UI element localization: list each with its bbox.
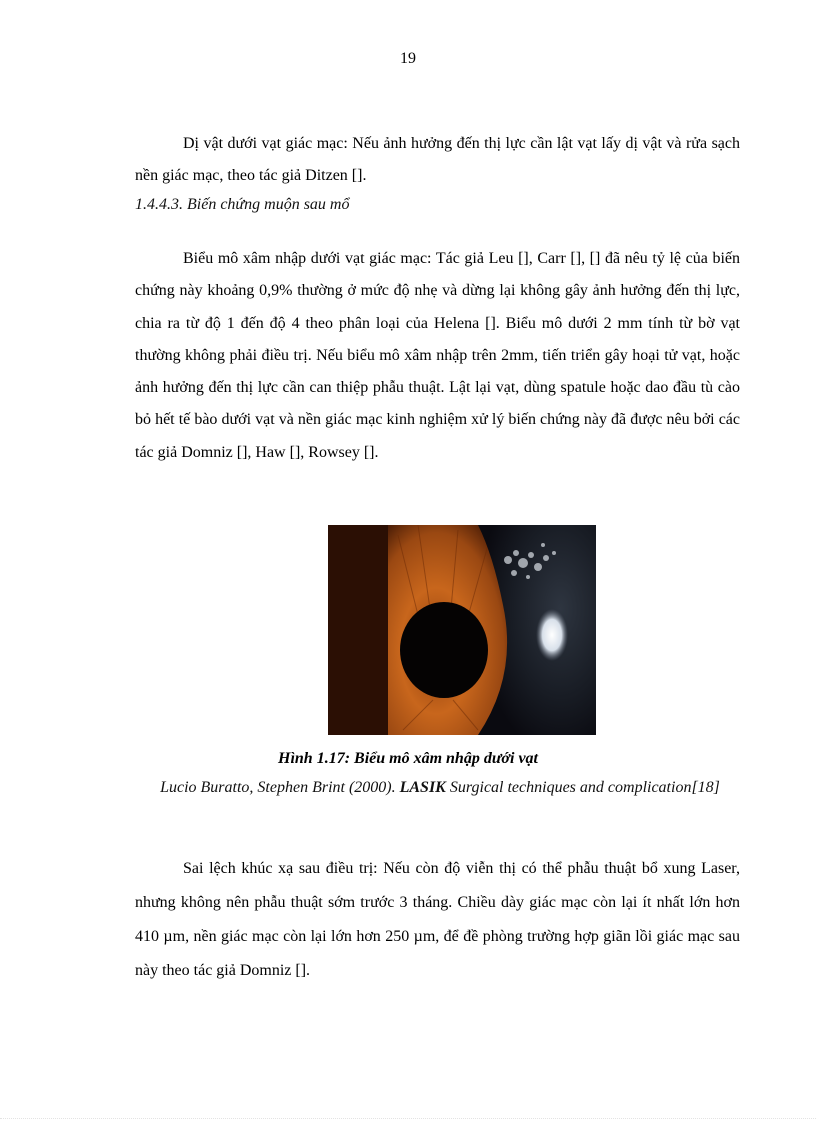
- figure-caption: Hình 1.17: Biểu mô xâm nhập dưới vạt: [278, 750, 538, 767]
- paragraph-foreign-body: Dị vật dưới vạt giác mạc: Nếu ảnh hưởng đến thị lực cần lật vạt lấy dị vật và rửa sạch nền giác mạc, theo tác giả Ditzen [].: [135, 135, 740, 184]
- page-bottom-rule: [0, 1118, 816, 1119]
- paragraph-refractive-error: Sai lệch khúc xạ sau điều trị: Nếu còn độ viễn thị có thể phẫu thuật bổ xung Laser, nhưng không nên phẫu thuật sớm trước 3 tháng. Chiều dày giác mạc còn lại ít nhất lớn hơn 410 µm, nền giác mạc còn lại lớn hơn 250 µm, để đề phòng trường hợp giãn lồi giác mạc sau này theo tác giả Domniz [].: [135, 860, 740, 979]
- figure-source-lasik: LASIK: [399, 779, 446, 796]
- section-heading: 1.4.4.3. Biến chứng muộn sau mổ: [135, 196, 350, 213]
- paragraph-epithelial-ingrowth: Biểu mô xâm nhập dưới vạt giác mạc: Tác giả Leu [], Carr [], [] đã nêu tỷ lệ của biến chứng này khoảng 0,9% thường ở mức độ nhẹ và dừng lại không gây ảnh hưởng đến thị lực, chia ra từ độ 1 đến độ 4 theo phân loại của Helena []. Biểu mô dưới 2 mm tính từ bờ vạt thường không phải điều trị. Nếu biểu mô xâm nhập trên 2mm, tiến triển gây hoại tử vạt, hoặc ảnh hưởng đến thị lực cần can thiệp phẫu thuật. Lật lại vạt, dùng spatule hoặc dao đầu tù cào bỏ hết tế bào dưới vạt và nền giác mạc kinh nghiệm xử lý biến chứng này đã được nêu bởi các tác giả Domniz [], Haw [], Rowsey [].: [135, 250, 740, 461]
- eye-photo-image: [328, 525, 596, 735]
- figure-source: [160, 772, 720, 804]
- figure-eye-photo: [328, 525, 596, 735]
- figure-source-title: Surgical techniques and complication[18]: [445, 779, 720, 796]
- page-number: 19: [400, 50, 416, 67]
- figure-source-authors: Lucio Buratto, Stephen Brint (2000).: [160, 779, 400, 796]
